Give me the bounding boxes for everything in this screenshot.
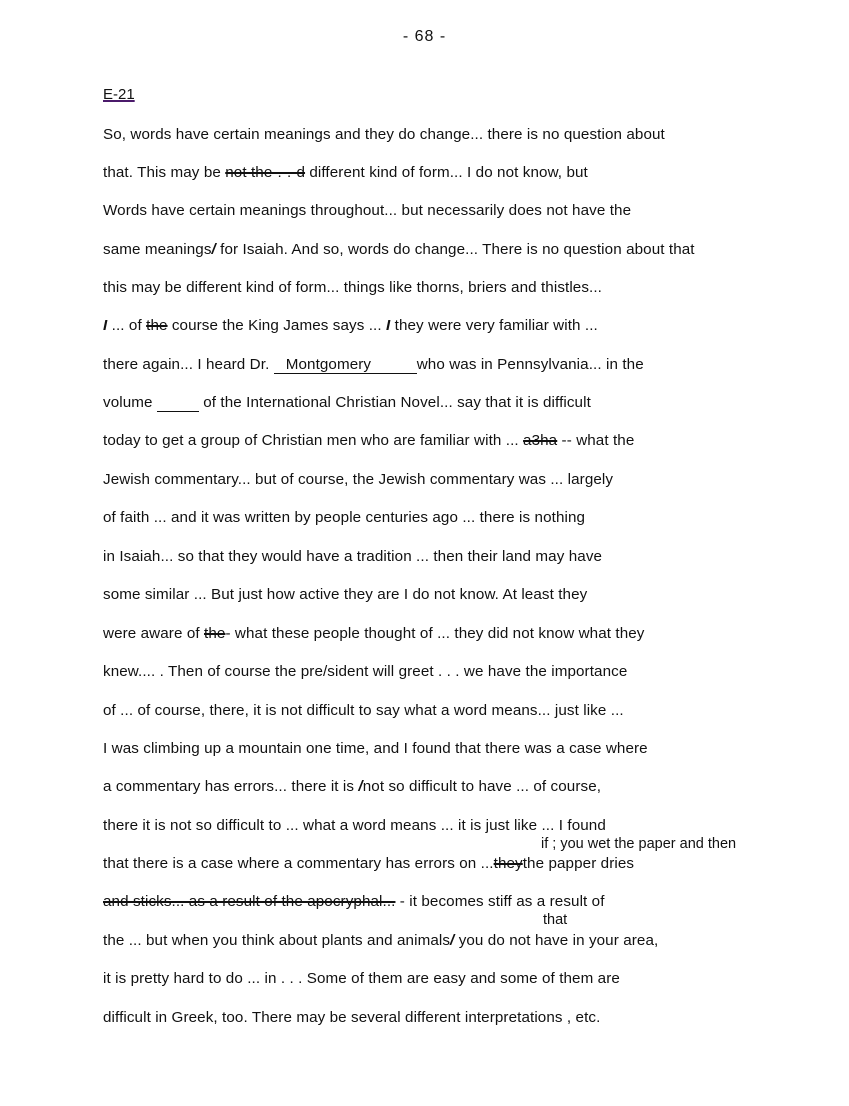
handwritten-insertion: that: [543, 912, 568, 928]
handwritten-insertion: if ; you wet the paper and then: [541, 836, 737, 852]
text-span: some similar ... But just how active they are I do not know. At least they: [103, 586, 588, 603]
struck-text: the: [146, 317, 168, 334]
correction-mark: /: [211, 241, 216, 258]
text-line: [103, 740, 648, 757]
text-line: [103, 663, 627, 680]
text-span: of ... of course, there, it is not difficult to say what a word means... just like ...: [103, 702, 624, 719]
text-span: it is pretty hard to do ... in . . . Some of them are easy and some of them are: [103, 970, 620, 987]
text-span: today to get a group of Christian men who are familiar with ...: [103, 432, 524, 449]
text-line: [103, 356, 644, 374]
text-line: [103, 625, 645, 642]
text-line: [103, 471, 613, 488]
struck-text: not the-.-.-d: [225, 164, 306, 181]
correction-mark: I: [103, 317, 108, 334]
text-span: in Isaiah... so that they would have a tradition ... then their land may have: [103, 548, 603, 565]
text-span: you do not have in your area,: [454, 932, 659, 949]
text-span: -- what the: [557, 432, 635, 449]
text-line: [103, 893, 605, 910]
text-span: they were very familiar with ...: [390, 317, 598, 334]
text-span: knew.... . Then of course the pre/sident will greet . . . we have the importance: [103, 663, 628, 680]
text-line: [103, 126, 665, 143]
text-line: [103, 702, 624, 719]
text-line: [103, 932, 658, 949]
text-span: ... of: [107, 317, 147, 334]
struck-text: a3ha: [523, 432, 558, 449]
text-span: were aware of: [103, 625, 205, 642]
text-line: [103, 509, 585, 526]
text-line: [103, 778, 601, 795]
text-span: of faith ... and it was written by people centuries ago ... there is nothing: [103, 509, 586, 526]
text-span: who was in Pennsylvania... in the: [416, 356, 644, 373]
text-span: there again... I heard Dr.: [103, 356, 274, 373]
text-span: a commentary has errors... there it is: [103, 778, 359, 795]
text-line: [103, 586, 587, 603]
text-span: there it is not so difficult to ... what a word means ... it is just like ... I found: [103, 817, 606, 834]
text-span: - it becomes stiff as a result of: [395, 893, 605, 910]
text-span: Jewish commentary... but of course, the Jewish commentary was ... largely: [103, 471, 614, 488]
page-number: - 68 -: [402, 28, 447, 45]
text-span: volume: [103, 394, 157, 411]
text-span: that. This may be: [103, 164, 226, 181]
text-span: different kind of form... I do not know, but: [305, 164, 588, 181]
text-line: [103, 164, 588, 181]
text-line: [103, 1009, 600, 1026]
text-span: same meanings: [103, 241, 212, 258]
underlined-blank: [157, 394, 199, 412]
text-line: [103, 432, 634, 449]
text-span: that there is a case where a commentary has errors on ...: [103, 855, 494, 872]
underlined-blank: Montgomery: [274, 356, 417, 374]
text-span: So, words have certain meanings and they do change... there is no question about: [103, 126, 665, 143]
text-span: difficult in Greek, too. There may be several different interpretations , etc.: [103, 1009, 601, 1026]
text-line: [103, 548, 602, 565]
text-span: Words have certain meanings throughout... but necessarily does not have the: [103, 202, 632, 219]
correction-mark: I: [386, 317, 391, 334]
correction-mark: /: [358, 778, 363, 795]
text-line: [103, 202, 631, 219]
text-span: not so difficult to have ... of course,: [362, 778, 602, 795]
struck-text: they: [493, 855, 523, 872]
text-span: this may be different kind of form... things like thorns, briers and thistles...: [103, 279, 603, 296]
correction-mark: /: [450, 932, 455, 949]
text-line: [103, 394, 591, 412]
text-line: [103, 817, 606, 834]
text-span: - what these people thought of ... they did not know what they: [225, 625, 645, 642]
section-code: E-21: [103, 86, 135, 103]
struck-text: the: [204, 625, 226, 642]
text-span: of the International Christian Novel... say that it is difficult: [198, 394, 591, 411]
text-span: I was climbing up a mountain one time, and I found that there was a case where: [103, 740, 648, 757]
text-span: course the King James says ...: [167, 317, 386, 334]
text-line: [103, 970, 620, 987]
text-span: the papper dries: [522, 855, 635, 872]
text-line: [103, 241, 695, 258]
struck-text: and sticks... as a result of the apocryphal...: [103, 893, 396, 910]
text-span: for Isaiah. And so, words do change... There is no question about that: [215, 241, 695, 258]
text-line: [103, 279, 602, 296]
text-span: the ... but when you think about plants and animals: [103, 932, 451, 949]
text-line: [103, 317, 598, 334]
text-line: [103, 855, 634, 872]
